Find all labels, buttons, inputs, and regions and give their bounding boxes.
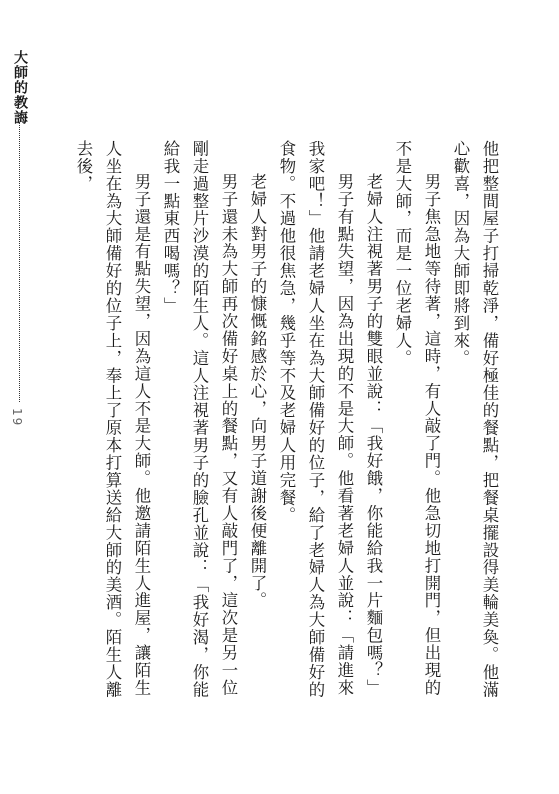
paragraph-4: 男子有點失望，因為出現的不是大師。他看著老婦人並說：「請進來我家吧！」他請老婦人坐在為大師備好的位子，給了老婦人為大師備好的食物。不過他很焦急，幾乎等不及老婦人用完餐。	[277, 140, 354, 699]
body-text	[74, 140, 504, 700]
paragraph-5: 老婦人對男子的慷慨銘感於心，向男子道謝後便離開了。	[248, 172, 267, 610]
paragraph-6: 男子還未為大師再次備好桌上的餐點，又有人敲門了，這次是另一位剛走過整片沙漠的陌生人。這人注視著男子的臉孔並說：「我好渴，你能給我一點東西喝嗎？」	[161, 140, 238, 699]
paragraph-2: 男子焦急地等待著，這時，有人敲了門。他急切地打開門，但出現的不是大師，而是一位老婦人。	[393, 140, 441, 697]
section-title: 大師的教誨	[12, 50, 28, 125]
page-number: 19	[10, 408, 24, 428]
title-divider	[19, 122, 20, 402]
running-header	[8, 50, 32, 780]
paragraph-1: 他把整間屋子打掃乾淨，備好極佳的餐點，把餐桌擺設得美輪美奐。他滿心歡喜，因為大師即將到來。	[451, 140, 499, 699]
paragraph-7: 男子還是有點失望，因為這人不是大師。他邀請陌生人進屋，讓陌生人坐在為大師備好的位子上，奉上了原本打算送給大師的美酒。陌生人離去後，	[74, 140, 151, 699]
paragraph-3: 老婦人注視著男子的雙眼並說：「我好餓，你能給我一片麵包嗎？」	[364, 172, 383, 697]
